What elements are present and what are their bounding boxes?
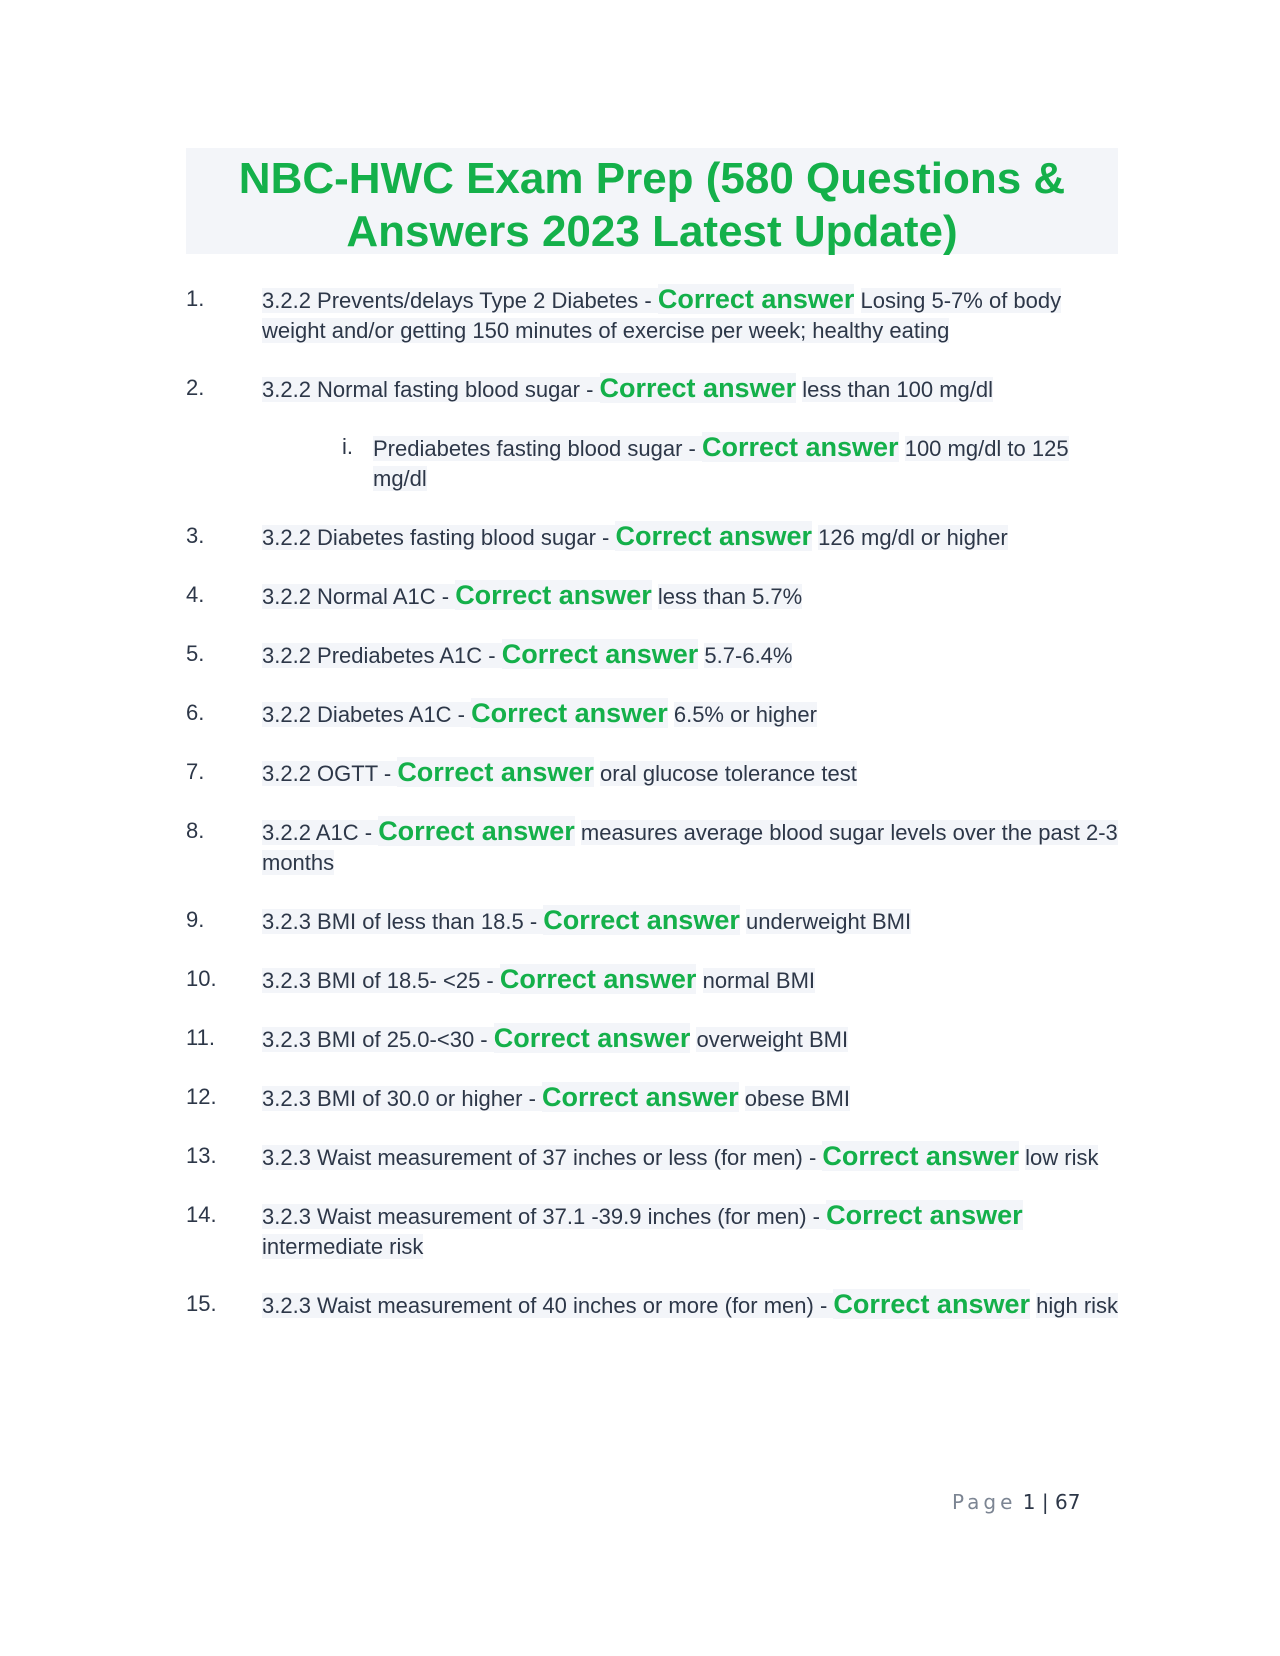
answer-text: 5.7-6.4%	[704, 643, 793, 668]
list-item	[186, 580, 1126, 612]
page-word: Page	[952, 1490, 1017, 1514]
item-number: 14.	[186, 1202, 217, 1227]
question-text: 3.2.3 BMI of 25.0-<30 -	[262, 1027, 494, 1052]
list-item	[186, 639, 1126, 671]
question-text: 3.2.2 A1C -	[262, 820, 379, 845]
page-current: 1	[1022, 1490, 1036, 1514]
answer-text: obese BMI	[744, 1086, 850, 1111]
answer-text: intermediate risk	[262, 1234, 424, 1259]
list-item	[186, 964, 1126, 996]
question-text: 3.2.2 OGTT -	[262, 761, 398, 786]
item-number: 3.	[186, 523, 205, 548]
title-line-1: NBC-HWC Exam Prep (580 Questions &	[238, 154, 1066, 203]
answer-text: less than 5.7%	[657, 584, 803, 609]
answer-text: Losing 5-7% of body weight and/or getting 150 minutes of exercise per week; healthy eating	[262, 288, 1062, 343]
question-text: Prediabetes fasting blood sugar -	[373, 436, 702, 461]
question-text: 3.2.2 Prevents/delays Type 2 Diabetes -	[262, 288, 658, 313]
question-text: 3.2.3 Waist measurement of 37.1 -39.9 inches (for men) -	[262, 1204, 827, 1229]
list-item	[186, 1141, 1126, 1173]
correct-answer-label: Correct answer	[657, 284, 855, 314]
question-text: 3.2.3 Waist measurement of 37 inches or less (for men) -	[262, 1145, 823, 1170]
question-text: 3.2.2 Prediabetes A1C -	[262, 643, 502, 668]
correct-answer-label: Correct answer	[599, 373, 797, 403]
list-item	[186, 1023, 1126, 1055]
answer-text: low risk	[1025, 1145, 1099, 1170]
item-number: 15.	[186, 1291, 217, 1316]
correct-answer-label: Correct answer	[501, 639, 699, 669]
answer-text: 126 mg/dl or higher	[818, 525, 1008, 550]
question-text: 3.2.3 BMI of 18.5- <25 -	[262, 968, 500, 993]
page-footer	[952, 1490, 1080, 1514]
correct-answer-label: Correct answer	[826, 1200, 1023, 1230]
list-item	[186, 521, 1126, 553]
question-text: 3.2.2 Diabetes A1C -	[262, 702, 472, 727]
correct-answer-label: Correct answer	[701, 432, 899, 462]
answer-text: 6.5% or higher	[673, 702, 817, 727]
answer-text: normal BMI	[702, 968, 816, 993]
list-item	[186, 698, 1126, 730]
page-total: 67	[1054, 1490, 1081, 1514]
answer-text: underweight BMI	[745, 909, 912, 934]
correct-answer-label: Correct answer	[543, 905, 740, 935]
correct-answer-label: Correct answer	[615, 521, 813, 551]
item-number: 7.	[186, 759, 205, 784]
correct-answer-label: Correct answer	[542, 1082, 739, 1112]
correct-answer-label: Correct answer	[833, 1289, 1030, 1319]
item-number: 13.	[186, 1143, 217, 1168]
question-text: 3.2.2 Normal fasting blood sugar -	[262, 377, 600, 402]
list-item	[186, 373, 1126, 405]
item-number: 4.	[186, 582, 205, 607]
list-item	[186, 1289, 1126, 1321]
list-item	[186, 1200, 1126, 1262]
item-number: 1.	[186, 286, 205, 311]
question-text: 3.2.2 Diabetes fasting blood sugar -	[262, 525, 616, 550]
item-number: i.	[342, 434, 353, 459]
correct-answer-label: Correct answer	[822, 1141, 1019, 1171]
document-title	[186, 148, 1118, 254]
answer-text: less than 100 mg/dl	[802, 377, 994, 402]
correct-answer-label: Correct answer	[493, 1023, 691, 1053]
page-separator: |	[1041, 1490, 1049, 1514]
question-text: 3.2.3 BMI of less than 18.5 -	[262, 909, 544, 934]
item-number: 11.	[186, 1025, 215, 1050]
answer-text: measures average blood sugar levels over the past 2-3 months	[262, 820, 1118, 875]
correct-answer-label: Correct answer	[471, 698, 668, 728]
list-item	[186, 432, 1126, 494]
answer-text: oral glucose tolerance test	[600, 761, 857, 786]
question-text: 3.2.3 BMI of 30.0 or higher -	[262, 1086, 543, 1111]
list-item	[186, 284, 1126, 346]
answer-text: 100 mg/dl to 125 mg/dl	[373, 436, 1069, 491]
list-item	[186, 816, 1126, 878]
answer-text: high risk	[1036, 1293, 1119, 1318]
correct-answer-label: Correct answer	[378, 816, 575, 846]
item-number: 6.	[186, 700, 205, 725]
list-item	[186, 905, 1126, 937]
answer-text: overweight BMI	[696, 1027, 849, 1052]
title-line-2: Answers 2023 Latest Update)	[346, 207, 958, 256]
item-number: 9.	[186, 907, 205, 932]
item-number: 2.	[186, 375, 205, 400]
item-number: 5.	[186, 641, 205, 666]
qa-list	[186, 284, 1126, 1348]
item-number: 10.	[186, 966, 217, 991]
correct-answer-label: Correct answer	[455, 580, 652, 610]
list-item	[186, 1082, 1126, 1114]
item-number: 12.	[186, 1084, 217, 1109]
item-number: 8.	[186, 818, 205, 843]
correct-answer-label: Correct answer	[499, 964, 697, 994]
list-item	[186, 757, 1126, 789]
correct-answer-label: Correct answer	[397, 757, 594, 787]
question-text: 3.2.2 Normal A1C -	[262, 584, 456, 609]
question-text: 3.2.3 Waist measurement of 40 inches or more (for men) -	[262, 1293, 834, 1318]
